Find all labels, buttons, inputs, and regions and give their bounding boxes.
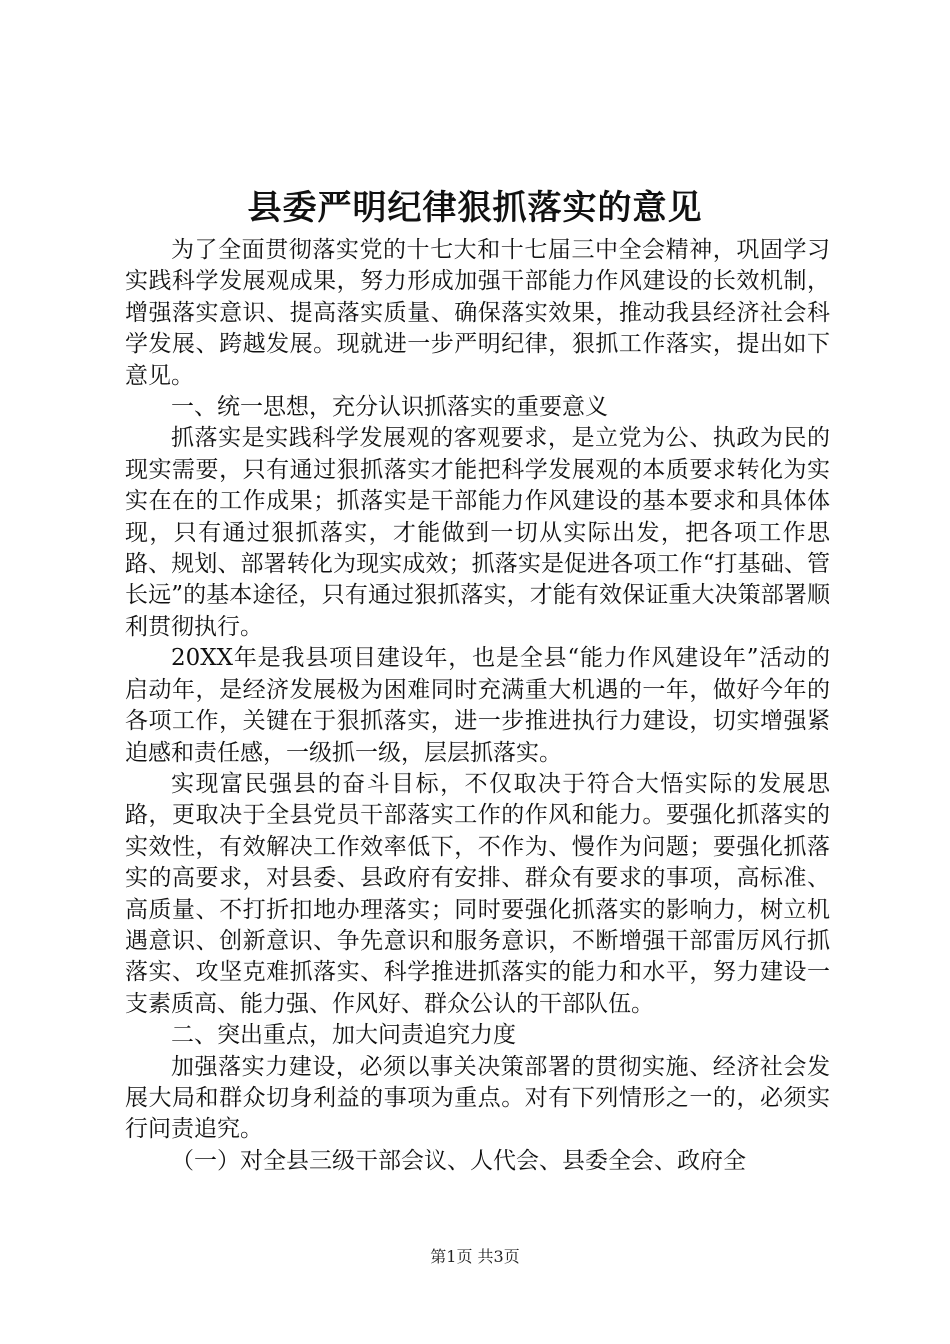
paragraph: 抓落实是实践科学发展观的客观要求，是立党为公、执政为民的现实需要，只有通过狠抓落实才能把科学发展观的本质要求转化为实实在在的工作成果；抓落实是干部能力作风建设的基本要求和具体体现，只有通过狠抓落实，才能做到一切从实际出发，把各项工作思路、规划、部署转化为现实成效；抓落实是促进各项工作“打基础、管长远”的基本途径，只有通过狠抓落实，才能有效保证重大决策部署顺利贯彻执行。 [125,425,830,640]
section-heading-1: 一、统一思想，充分认识抓落实的重要意义 [171,394,608,421]
page-footer: 第1页 共3页 [430,1247,520,1266]
paragraph: 加强落实力建设，必须以事关决策部署的贯彻实施、经济社会发展大局和群众切身利益的事项为重点。对有下列情形之一的，必须实行问责追究。 [125,1053,830,1143]
document-body [125,235,830,1177]
paragraph-intro: 为了全面贯彻落实党的十七大和十七届三中全会精神，巩固学习实践科学发展观成果，努力形成加强干部能力作风建设的长效机制，增强落实意识、提高落实质量、确保落实效果，推动我县经济社会科学发展、跨越发展。现就进一步严明纪律，狠抓工作落实，提出如下意见。 [125,237,830,389]
paragraph: 实现富民强县的奋斗目标，不仅取决于符合大悟实际的发展思路，更取决于全县党员干部落实工作的作风和能力。要强化抓落实的实效性，有效解决工作效率低下，不作为、慢作为问题；要强化抓落实的高要求，对县委、县政府有安排、群众有要求的事项，高标准、高质量、不打折扣地办理落实；同时要强化抓落实的影响力，树立机遇意识、创新意识、争先意识和服务意识，不断增强干部雷厉风行抓落实、攻坚克难抓落实、科学推进抓落实的能力和水平，努力建设一支素质高、能力强、作风好、群众公认的干部队伍。 [125,770,830,1017]
list-item: （一）对全县三级干部会议、人代会、县委全会、政府全 [171,1147,746,1174]
document-title: 县委严明纪律狠抓落实的意见 [247,188,703,228]
section-heading-2: 二、突出重点，加大问责追究力度 [171,1022,516,1049]
paragraph: 20XX年是我县项目建设年，也是全县“能力作风建设年”活动的启动年，是经济发展极为困难同时充满重大机遇的一年，做好今年的各项工作，关键在于狠抓落实，进一步推进执行力建设，切实增强紧迫感和责任感，一级抓一级，层层抓落实。 [125,645,830,766]
